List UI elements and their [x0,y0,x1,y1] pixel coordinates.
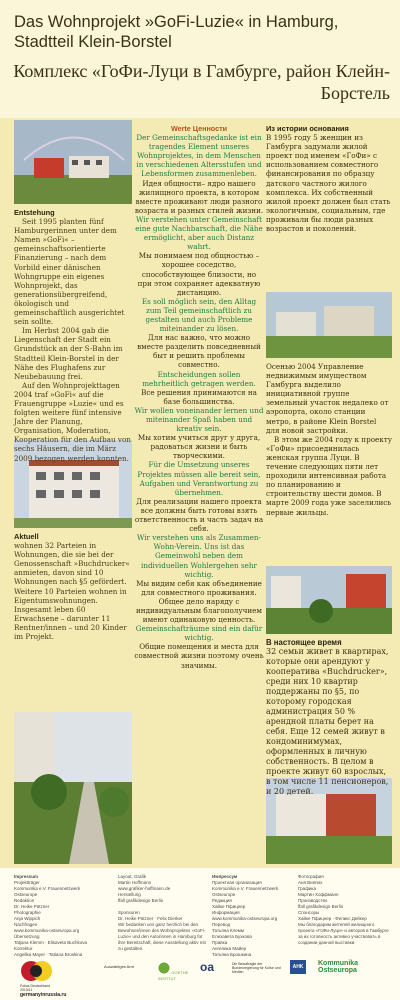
goethe-institut-logo [158,962,194,982]
footer-imprint-body-ru: Проектная организация Kommunika e.V. Frauennetzwerk Ostseurope Редакция Хайке Пфицнер Информация www.kommunika-ostseuropa.org Перевод Татьяна Клемм Елизавета Бухкова Правка Ангелика Майер Татьяна Брошкина [212,880,279,957]
paragraph-current: 32 семьи живет в квартирах, которые они арендуют у кооператива «Buchdrucker», среди них 10 квартир поддержаны по §5, по которому городская администрация 50 % арендной платы берет на себя. Еще 12 семей живут в кондоминимумах, оформленных в личную собственность. В целом в проекте живут 60 взрослых, в том числе 11 пенсионеров, и 20 детей. [266,647,389,797]
value-line-german: Wir verstehen unter Gemeinschaft eine gute Nachbarschaft, die Nähe ermöglicht, aber auch Distanz wahrt. [135,214,263,252]
value-line-german: Für die Umsetzung unseres Projektes müssen alle bereit sein, Aufgaben und Verantwortung zu übernehmen. [137,460,261,497]
column-german-left [14,208,132,463]
paragraph-history-2: Осенью 2004 Управление недвижимым имуществом Гамбурга выделило инициативной группе земельный участок недалеко от аэропорта, около станции метро, в районе Klein Borstel для новой застройки. [266,362,389,435]
value-line-german: Der Gemeinschaftsgedanke ist ein tragendes Element unseres Wohnprojektes, in dem Menschen in verschiedenen Altersstufen und Lebensformen zusammenleben. [136,133,262,179]
footer-imprint-body-de: Projektträger Kommunika e.V. Frauennetzwerk Ostseurope Redaktion Dr. Heike Pützner Photographie Anja Wippich Nachfragen www.kommunika-ostseuropa.org Übersetzung Tatjana Klemm · Elisaveta Buchkova Korrektur Angelika Mayer · Tatiana Broskina [14,880,88,957]
heading-entstehung: Entstehung [14,208,55,217]
heading-aktuell: Aktuell [14,532,39,541]
ahk-logo [290,960,306,974]
header-band [0,0,400,118]
paragraph-history-3: В этом же 2004 году к проекту «ГоФи» присоединилась женская группа Луци. В течение следующих пяти лет проходили интенсивная работа по планированию и строительству шести домов. В марте 2009 года уже заселились первые жильцы. [266,434,392,517]
photo-garden-path [14,712,132,864]
value-line-russian: Мы хотим учиться друг у друга, радоваться жизни и быть творческими. [137,433,261,461]
value-line-russian: Идея общности– ядро нашего жилищного проекта, в котором вместе проживают люди разного возраста и разных стилей жизни. [134,178,264,215]
photo-garden-courtyard [266,566,392,634]
fokus-deutschland-label: Fokus Deutschland 2010/11 [20,984,50,992]
footer-credits-body-ru: Фотография Аня Виппих Графика Мартин Хоффманн Производство ffall grafikdesign Berlin Спонсоры Хайке Пфицнер · Феликс Дейкер Мы благодарим жителей жилищного проекта «ГоФи-Луци» и авторов в Гамбурге за их готовность активно участвовать в создании данной выставки. [298,874,389,945]
column-russian-current [266,638,392,797]
ahk-label: AHK [292,964,304,970]
heading-current: В настоящее время [266,638,342,647]
paragraph-entstehung-3: Auf den Wohnprojekttagen 2004 traf »GoFi« auf die Frauengruppe »Luzie« und es folgten weitere fünf intensive Jahre der Planung, Organisation, Moderation, Kooperation für den Aufbau von sechs Häusern, die im März 2009 bezogen werden konnten. [14,380,131,463]
column-russian-right [266,124,392,233]
footer-imprint-ru [212,874,292,958]
bkm-logo [232,962,282,975]
auswaertiges-amt-logo [104,964,136,970]
value-line-russian: Все решения принимаются на базе большинства. [141,387,257,406]
value-line-russian: Мы понимаем под общностью – хорошее соседство, способствующее близости, но при этом сохраняет адекватную дистанцию. [137,251,261,297]
footer-credits-body-de: Layout, Grafik Martin Hoffmann www.grafiker-hoffmann.de Herstellung ffall grafikdesign Berlin Sponsoren Dr. Heike Pützner · Felix Dierker Wir bedanken uns ganz herzlich bei den Bewohner/innen des Wohnprojektes »GoFi-Luzie« und den Autorinnen in Hamburg für ihre Bereitschaft, diese Ausstellung aktiv mit zu gestalten. [118,874,206,951]
heading-values: Werte Ценности [170,124,228,133]
column-values [134,124,264,670]
footer-credits-ru [298,874,390,946]
column-german-aktuell [14,532,132,641]
value-line-russian: Для реализации нашего проекта все должны быть готовы взять ответственность и часть задач на себя. [134,496,264,534]
value-line-german: Entscheidungen sollen mehrheitlich getragen werden. [142,369,256,388]
footer-credits-de [118,874,206,952]
oa-label: oa [200,960,215,974]
footer-imprint-de [14,874,104,958]
column-russian-mid [266,362,392,517]
site-url: germanyinrussia.ru [20,992,67,998]
value-line-russian: Общие помещения и места для совместной жизни поэтому очень значимы. [134,642,264,670]
kommunika-label: Kommunika Ostseuropa [318,960,359,974]
paragraph-aktuell: wohnen 32 Parteien in Wohnungen, die sie bei der Genossenschaft »Buchdrucker« anmieten, davon sind 10 Wohnungen nach §5 gefördert. Weitere 10 Parteien wohnen in Eigentumswohnungen. Insgesamt leben 60 Erwachsene – darunter 11 Rentner/innen – und 20 Kinder im Projekt. [14,541,130,642]
kommunika-logo [318,960,388,974]
goethe-institut-label: GOETHE INSTITUT [158,970,189,981]
photo-rainbow-houses [14,120,132,204]
paragraph-entstehung-2: Im Herbst 2004 gab die Liegenschaft der Stadt ein Grundstück an der S-Bahn im Stadtteil Klein-Borstel in der Nähe des Flughafens zur Neubebauung frei. [14,326,123,381]
value-line-russian: Мы видим себя как объединение для совместного проживания. Общее дело наряду с индивидуальным благополучием имеют одинаковую ценность. [135,578,262,625]
value-line-russian: Для нас важно, что можно вместе разделить повседневный быт и решить проблемы совместно. [137,333,261,370]
heading-history: Из истории основания [266,124,349,133]
value-line-german: Wir verstehen uns als Zusammen-Wohn-Verein. Uns ist das Gemeinwohl neben dem individuellen Wohlergehen sehr wichtig. [137,533,261,579]
footer-imprint-heading-de: Impressum [14,874,39,879]
title-german: Das Wohnprojekt »GoFi-Luzie« in Hamburg, Stadtteil Klein-Borstel [14,13,339,51]
oa-logo [200,960,222,974]
bkm-label: Die Beauftragte der Bundesregierung für Kultur und Medien [232,962,281,975]
photo-houses-lawn [266,292,392,358]
footer-imprint-heading-ru: Импрессум [212,874,238,879]
auswaertiges-amt-label: Auswärtiges Amt [104,964,134,969]
value-line-german: Es soll möglich sein, den Alltag zum Teil gemeinschaftlich zu gestalten und auch Probleme miteinander zu lösen. [141,296,257,334]
fokus-deutschland-logo [20,960,56,992]
paragraph-history-1: В 1995 году 5 женщин из Гамбурга задумали жилой проект под именем «ГоФи» с использованием совместного финансирования по образцу датского частного жилого комплекса. Их собственный жилой проект должен был стать экологичным, социальным, где проживали бы люди разных возрастов и поколений. [266,133,391,234]
title-russian: Комплекс «ГоФи-Луци в Гамбурге, район Клейн-Борстель [13,61,390,103]
value-line-german: Wir wollen voneinander lernen und miteinander Spaß haben und kreativ sein. [134,405,264,434]
value-line-german: Gemeinschafträume sind ein dafür wichtig. [135,624,263,643]
paragraph-entstehung-1: Seit 1995 planten fünf Hamburgerinnen unter dem Namen »GoFi« – gemeinschaftsorientierte Finanzierung – nach dem Vorbild einer dänischen Wohngruppe ein eigenes Wohnprojekt, das generationsübergreifend, ökologisch und gemeinschaftlich ausgerichtet sein sollte. [14,217,125,327]
